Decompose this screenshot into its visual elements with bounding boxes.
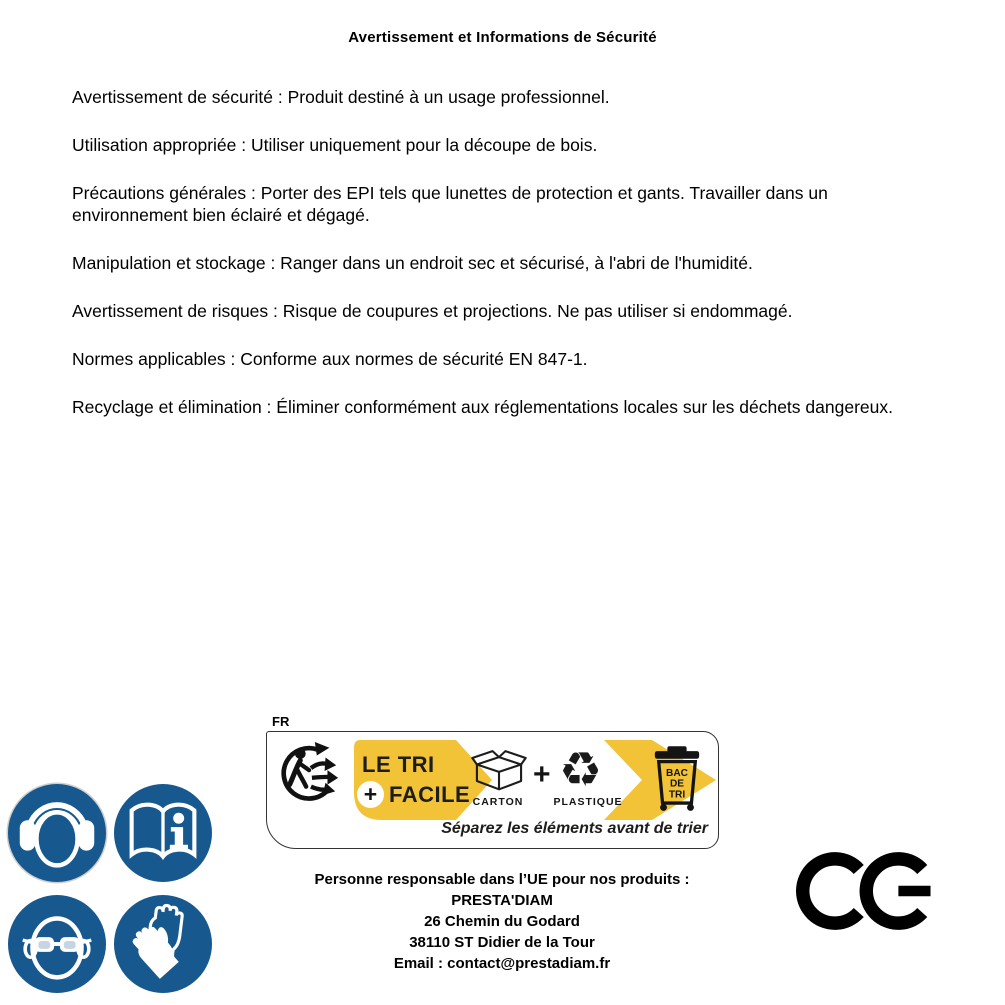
safety-paragraph: Précautions générales : Porter des EPI tels que lunettes de protection et gants. Travailler dans un environnement bien éclairé et dégagé. — [72, 183, 828, 225]
bin-text-line: BAC — [666, 768, 688, 780]
materials-plus-sign: + — [533, 758, 551, 791]
recycling-sorting-label — [266, 714, 719, 849]
gloves-icon — [114, 895, 212, 993]
responsible-person-block — [262, 869, 742, 974]
safety-paragraphs — [72, 86, 944, 444]
address-line: 38110 ST Didier de la Tour — [409, 934, 595, 951]
tri-facile-banner — [352, 740, 716, 820]
safety-paragraph: Avertissement de risques : Risque de coupures et projections. Ne pas utiliser si endommagé. — [72, 301, 793, 321]
country-code: FR — [272, 714, 290, 729]
responsible-line: Personne responsable dans l’UE pour nos produits : — [314, 871, 690, 888]
recycling-label-box — [266, 731, 719, 849]
safety-paragraph: Utilisation appropriée : Utiliser uniquement pour la découpe de bois. — [72, 135, 598, 155]
carton-label: CARTON — [472, 796, 524, 808]
plastique-label: PLASTIQUE — [553, 796, 623, 808]
separate-elements-note: Séparez les éléments avant de trier — [441, 820, 708, 837]
tri-headline-bottom: FACILE — [389, 782, 471, 807]
ear-protection-icon — [8, 784, 106, 882]
page-title: Avertissement et Informations de Sécurité — [348, 29, 657, 46]
read-manual-glyph — [114, 784, 212, 882]
email-line: Email : contact@prestadiam.fr — [393, 955, 611, 972]
safety-paragraph: Normes applicables : Conforme aux normes de sécurité EN 847-1. — [72, 349, 588, 369]
ce-marking-icon — [796, 841, 938, 941]
eye-protection-icon — [8, 895, 106, 993]
ear-protection-glyph — [8, 784, 106, 882]
bin-text-line: TRI — [668, 789, 686, 801]
read-manual-icon — [114, 784, 212, 882]
safety-pictograms — [8, 784, 212, 993]
safety-paragraph: Recyclage et élimination : Éliminer conformément aux réglementations locales sur les déchets dangereux. — [72, 397, 893, 417]
tri-headline-top: LE TRI — [362, 752, 435, 777]
gloves-glyph — [114, 895, 212, 993]
address-line: 26 Chemin du Godard — [424, 913, 580, 930]
triman-icon — [278, 739, 342, 807]
safety-paragraph: Manipulation et stockage : Ranger dans un endroit sec et sécurisé, à l'abri de l'humidité. — [72, 253, 753, 273]
recycling-triangle-icon: ♻ — [559, 742, 603, 798]
carton-box-icon — [470, 747, 528, 793]
sorting-bin-icon — [651, 744, 703, 814]
plus-sign: + — [363, 781, 378, 807]
plus-circle-icon — [357, 781, 384, 808]
eye-protection-glyph — [8, 895, 106, 993]
company-name: PRESTA'DIAM — [451, 892, 553, 909]
safety-paragraph: Avertissement de sécurité : Produit destiné à un usage professionnel. — [72, 87, 610, 107]
bin-text-line: DE — [669, 778, 685, 790]
